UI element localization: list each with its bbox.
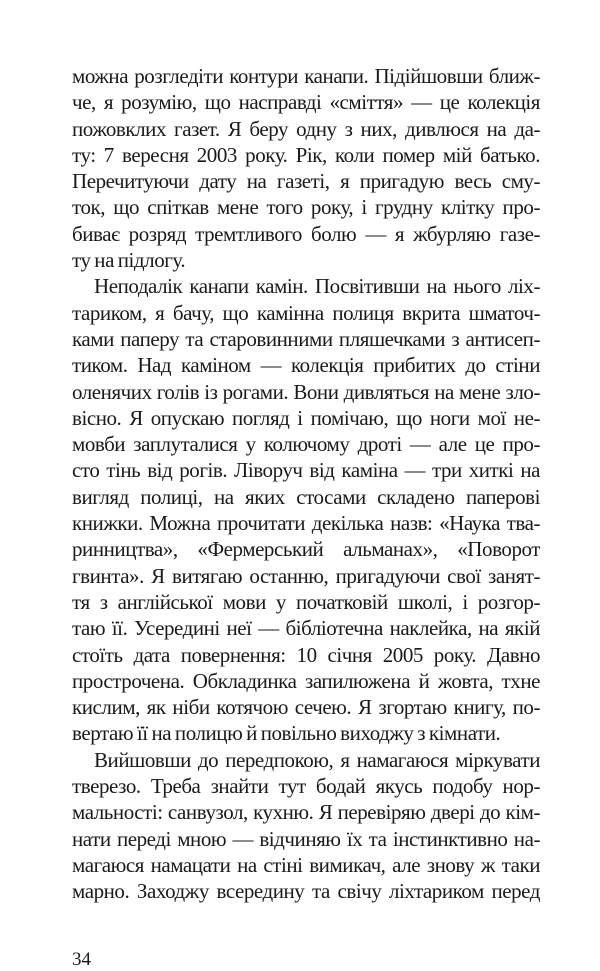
text-line: ту на підлогу. bbox=[72, 248, 186, 273]
text-line: стоїть дата повернення: 10 січня 2005 року. Давно bbox=[72, 642, 540, 667]
text-line: вісно. Я опускаю погляд і помічаю, що ноги мої не- bbox=[72, 405, 540, 430]
text-line: можна розгледіти контури канапи. Підійшовши ближ- bbox=[72, 64, 540, 88]
text-line: Вийшовши до передпокою, я намагаюся міркувати bbox=[94, 747, 540, 772]
text-line: гвинта». Я витягаю останню, пригадуючи свої занят- bbox=[72, 563, 540, 588]
text-line: тариком, я бачу, що камінна полиця вкрита шматоч- bbox=[72, 300, 540, 325]
text-line: вертаю її на полицю й повільно виходжу з кімнати. bbox=[72, 721, 501, 746]
text-line: ту: 7 вересня 2003 року. Рік, коли помер мій батько. bbox=[72, 142, 540, 167]
text-line: ками паперу та старовинними пляшечками з антисеп- bbox=[72, 326, 540, 351]
text-line: магаюся намацати на стіні вимикач, але знову ж таки bbox=[72, 852, 540, 877]
text-line: вигляд полиці, на яких стосами складено паперові bbox=[72, 484, 540, 509]
text-line: мовби заплуталися у колючому дроті — але це про- bbox=[72, 432, 540, 457]
text-line: оленячих голів із рогами. Вони дивляться на мене зло- bbox=[72, 379, 540, 404]
book-page-text bbox=[72, 63, 540, 905]
text-line: пожовклих газет. Я беру одну з них, дивлюся на да- bbox=[72, 116, 540, 141]
text-line: таю її. Усередині неї — бібліотечна наклейка, на якій bbox=[72, 616, 540, 641]
page-number: 34 bbox=[72, 948, 91, 970]
text-line: книжки. Можна прочитати декілька назв: «Наука тва- bbox=[72, 511, 540, 536]
text-line: Неподалік канапи камін. Посвітивши на нього ліх- bbox=[94, 274, 540, 299]
text-line: биває розряд тремтливого болю — я жбурляю газе- bbox=[72, 221, 540, 246]
text-line: нати переді мною — відчиняю їх та інстинктивно на- bbox=[72, 826, 540, 851]
text-line: тя з англійської мови у початковій школі, і розгор- bbox=[72, 589, 540, 614]
text-line: кислим, як ніби котячою сечею. Я згортаю книгу, по- bbox=[72, 695, 540, 720]
text-line: че, я розумію, що насправді «сміття» — це колекція bbox=[72, 90, 540, 115]
text-line: тверезо. Треба знайти тут бодай якусь подобу нор- bbox=[72, 774, 540, 799]
text-line: сто тінь від рогів. Ліворуч від каміна — три хиткі на bbox=[72, 458, 540, 483]
paragraph bbox=[72, 273, 540, 746]
text-line: марно. Заходжу всередину та свічу ліхтариком перед bbox=[72, 879, 540, 904]
text-line: мальності: санвузол, кухню. Я перевіряю двері до кім- bbox=[72, 800, 540, 825]
text-line: Перечитуючи дату на газеті, я пригадую весь сму- bbox=[72, 169, 540, 194]
text-line: ток, що спіткав мене того року, і грудну клітку про- bbox=[72, 195, 540, 220]
text-line: прострочена. Обкладинка запилюжена й жовта, тхне bbox=[72, 668, 540, 693]
text-line: тиком. Над каміном — колекція прибитих до стіни bbox=[72, 353, 540, 378]
page-column bbox=[72, 63, 540, 971]
paragraph bbox=[72, 747, 540, 905]
text-line: ринництва», «Фермерський альманах», «Поворот bbox=[72, 537, 540, 562]
paragraph bbox=[72, 63, 540, 273]
